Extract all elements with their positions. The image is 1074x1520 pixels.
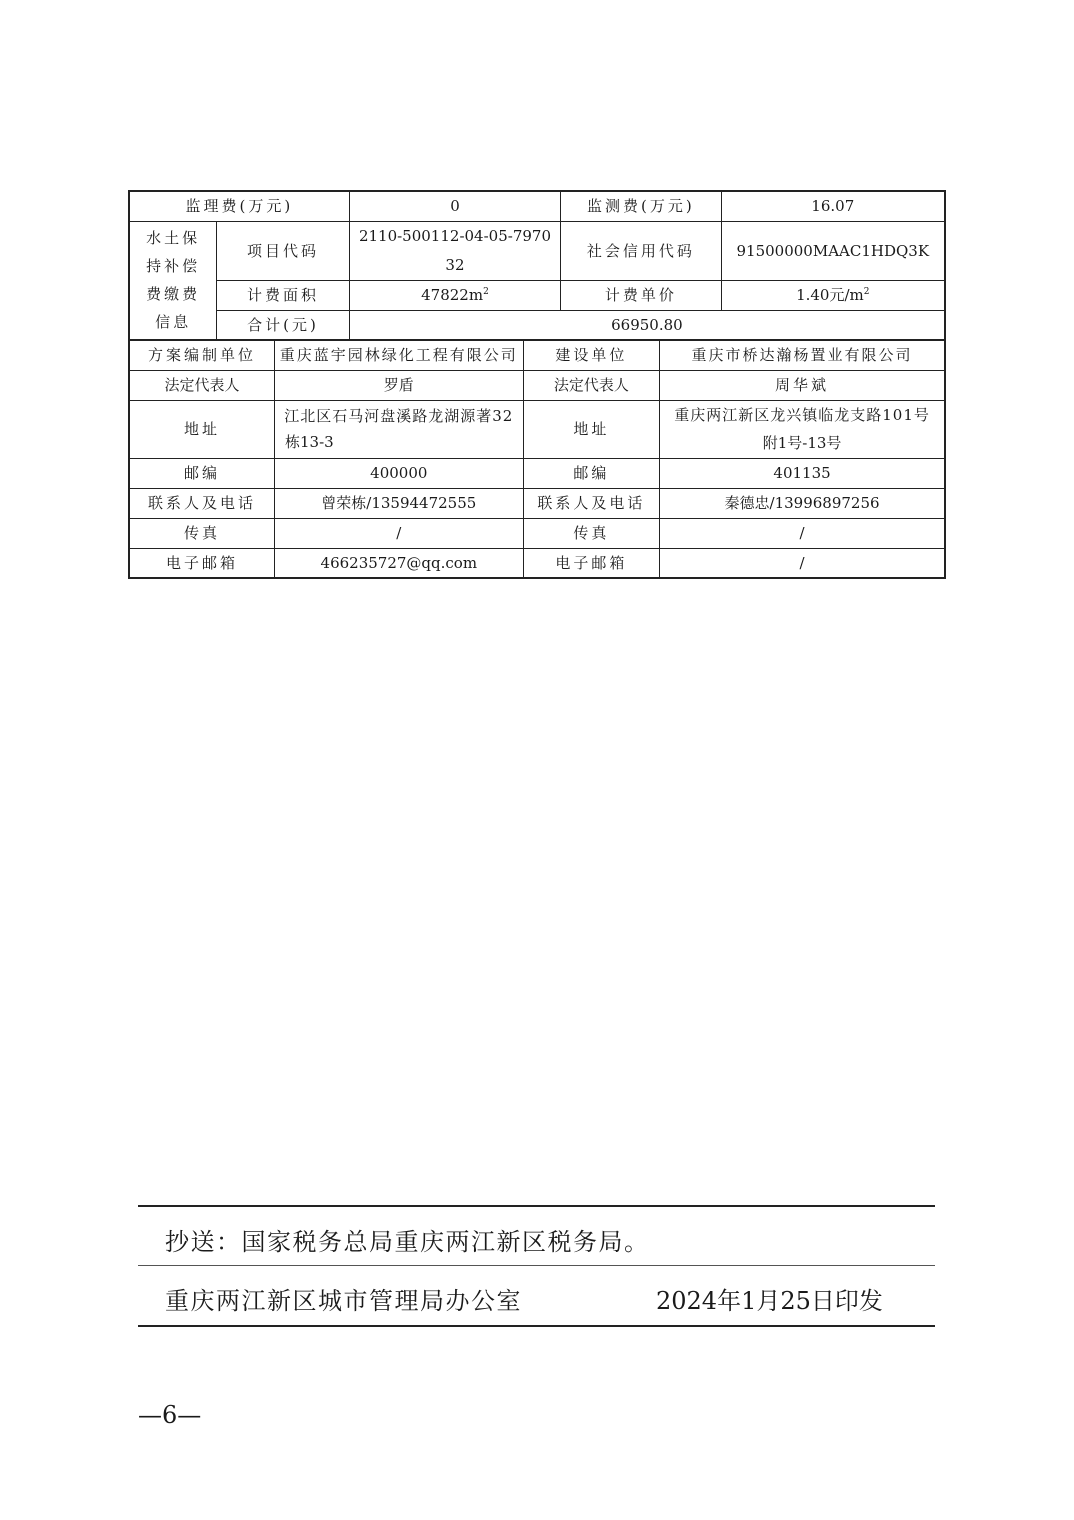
footer-top-rule [138,1205,935,1207]
supervision-fee-label: 监理费(万元) [129,191,349,221]
project-code-line-2: 32 [445,255,465,274]
total-value: 66950.80 [349,310,945,340]
supervision-fee-value: 0 [349,191,560,221]
cc-line: 抄送：国家税务总局重庆两江新区税务局。 [165,1228,650,1256]
address-right [660,400,945,458]
compensation-info-label [129,221,217,340]
contact-label-right: 联系人及电话 [523,488,660,518]
postcode-right: 401135 [660,458,945,488]
postcode-left: 400000 [274,458,523,488]
monitoring-fee-label: 监测费(万元) [561,191,721,221]
unit-price-superscript: 2 [863,287,870,297]
unit-price-number: 1.40元/m [796,286,864,304]
footer-bottom-rule [138,1325,935,1327]
build-unit-label: 建设单位 [523,340,660,370]
postcode-label-right: 邮编 [523,458,660,488]
compensation-label-line-3: 费缴费 [146,285,201,304]
contact-table [128,339,946,579]
issuer: 重庆两江新区城市管理局办公室 [165,1287,522,1315]
monitoring-fee-value: 16.07 [721,191,945,221]
fax-label-right: 传真 [523,518,660,548]
address-label-left: 地址 [129,400,274,458]
address-right-line-2: 附1号-13号 [762,434,842,452]
area-unit-superscript: 2 [483,287,489,297]
unit-price-label: 计费单价 [561,280,721,310]
email-label-right: 电子邮箱 [523,548,660,578]
fee-table [128,190,946,341]
project-code-value [349,221,560,280]
address-right-line-1: 重庆两江新区龙兴镇临龙支路101号 [674,406,930,424]
postcode-label-left: 邮编 [129,458,274,488]
project-code-line-1: 2110-500112-04-05-7970 [358,226,551,245]
address-left-line-1: 江北区石马河盘溪路龙湖源著32 [284,407,514,425]
area-label: 计费面积 [217,280,350,310]
address-label-right: 地址 [523,400,660,458]
compensation-label-line-1: 水土保 [146,229,201,248]
address-left-line-2: 栋13-3 [284,433,334,451]
credit-code-value: 91500000MAAC1HDQ3K [721,221,945,280]
legal-rep-left: 罗盾 [274,370,523,400]
page-number: —6— [138,1401,202,1429]
area-value [349,280,560,310]
issue-date: 2024年1月25日印发 [656,1287,883,1315]
contact-label-left: 联系人及电话 [129,488,274,518]
build-unit-value: 重庆市桥达瀚杨置业有限公司 [660,340,945,370]
email-label-left: 电子邮箱 [129,548,274,578]
fax-left: / [274,518,523,548]
fax-right: / [660,518,945,548]
address-left [274,400,523,458]
fax-label-left: 传真 [129,518,274,548]
legal-rep-right: 周华斌 [660,370,945,400]
plan-unit-value: 重庆蓝宇园林绿化工程有限公司 [274,340,523,370]
project-code-label: 项目代码 [217,221,350,280]
area-number: 47822m [421,286,484,304]
email-left: 466235727@qq.com [274,548,523,578]
unit-price-value [721,280,945,310]
compensation-label-line-4: 信息 [155,313,192,332]
total-label: 合计(元) [217,310,350,340]
plan-unit-label: 方案编制单位 [129,340,274,370]
legal-rep-label-right: 法定代表人 [523,370,660,400]
contact-right: 秦德忠/13996897256 [660,488,945,518]
legal-rep-label-left: 法定代表人 [129,370,274,400]
contact-left: 曾荣栋/13594472555 [274,488,523,518]
compensation-label-line-2: 持补偿 [146,257,201,276]
footer-middle-rule [138,1265,935,1266]
email-right: / [660,548,945,578]
credit-code-label: 社会信用代码 [561,221,721,280]
